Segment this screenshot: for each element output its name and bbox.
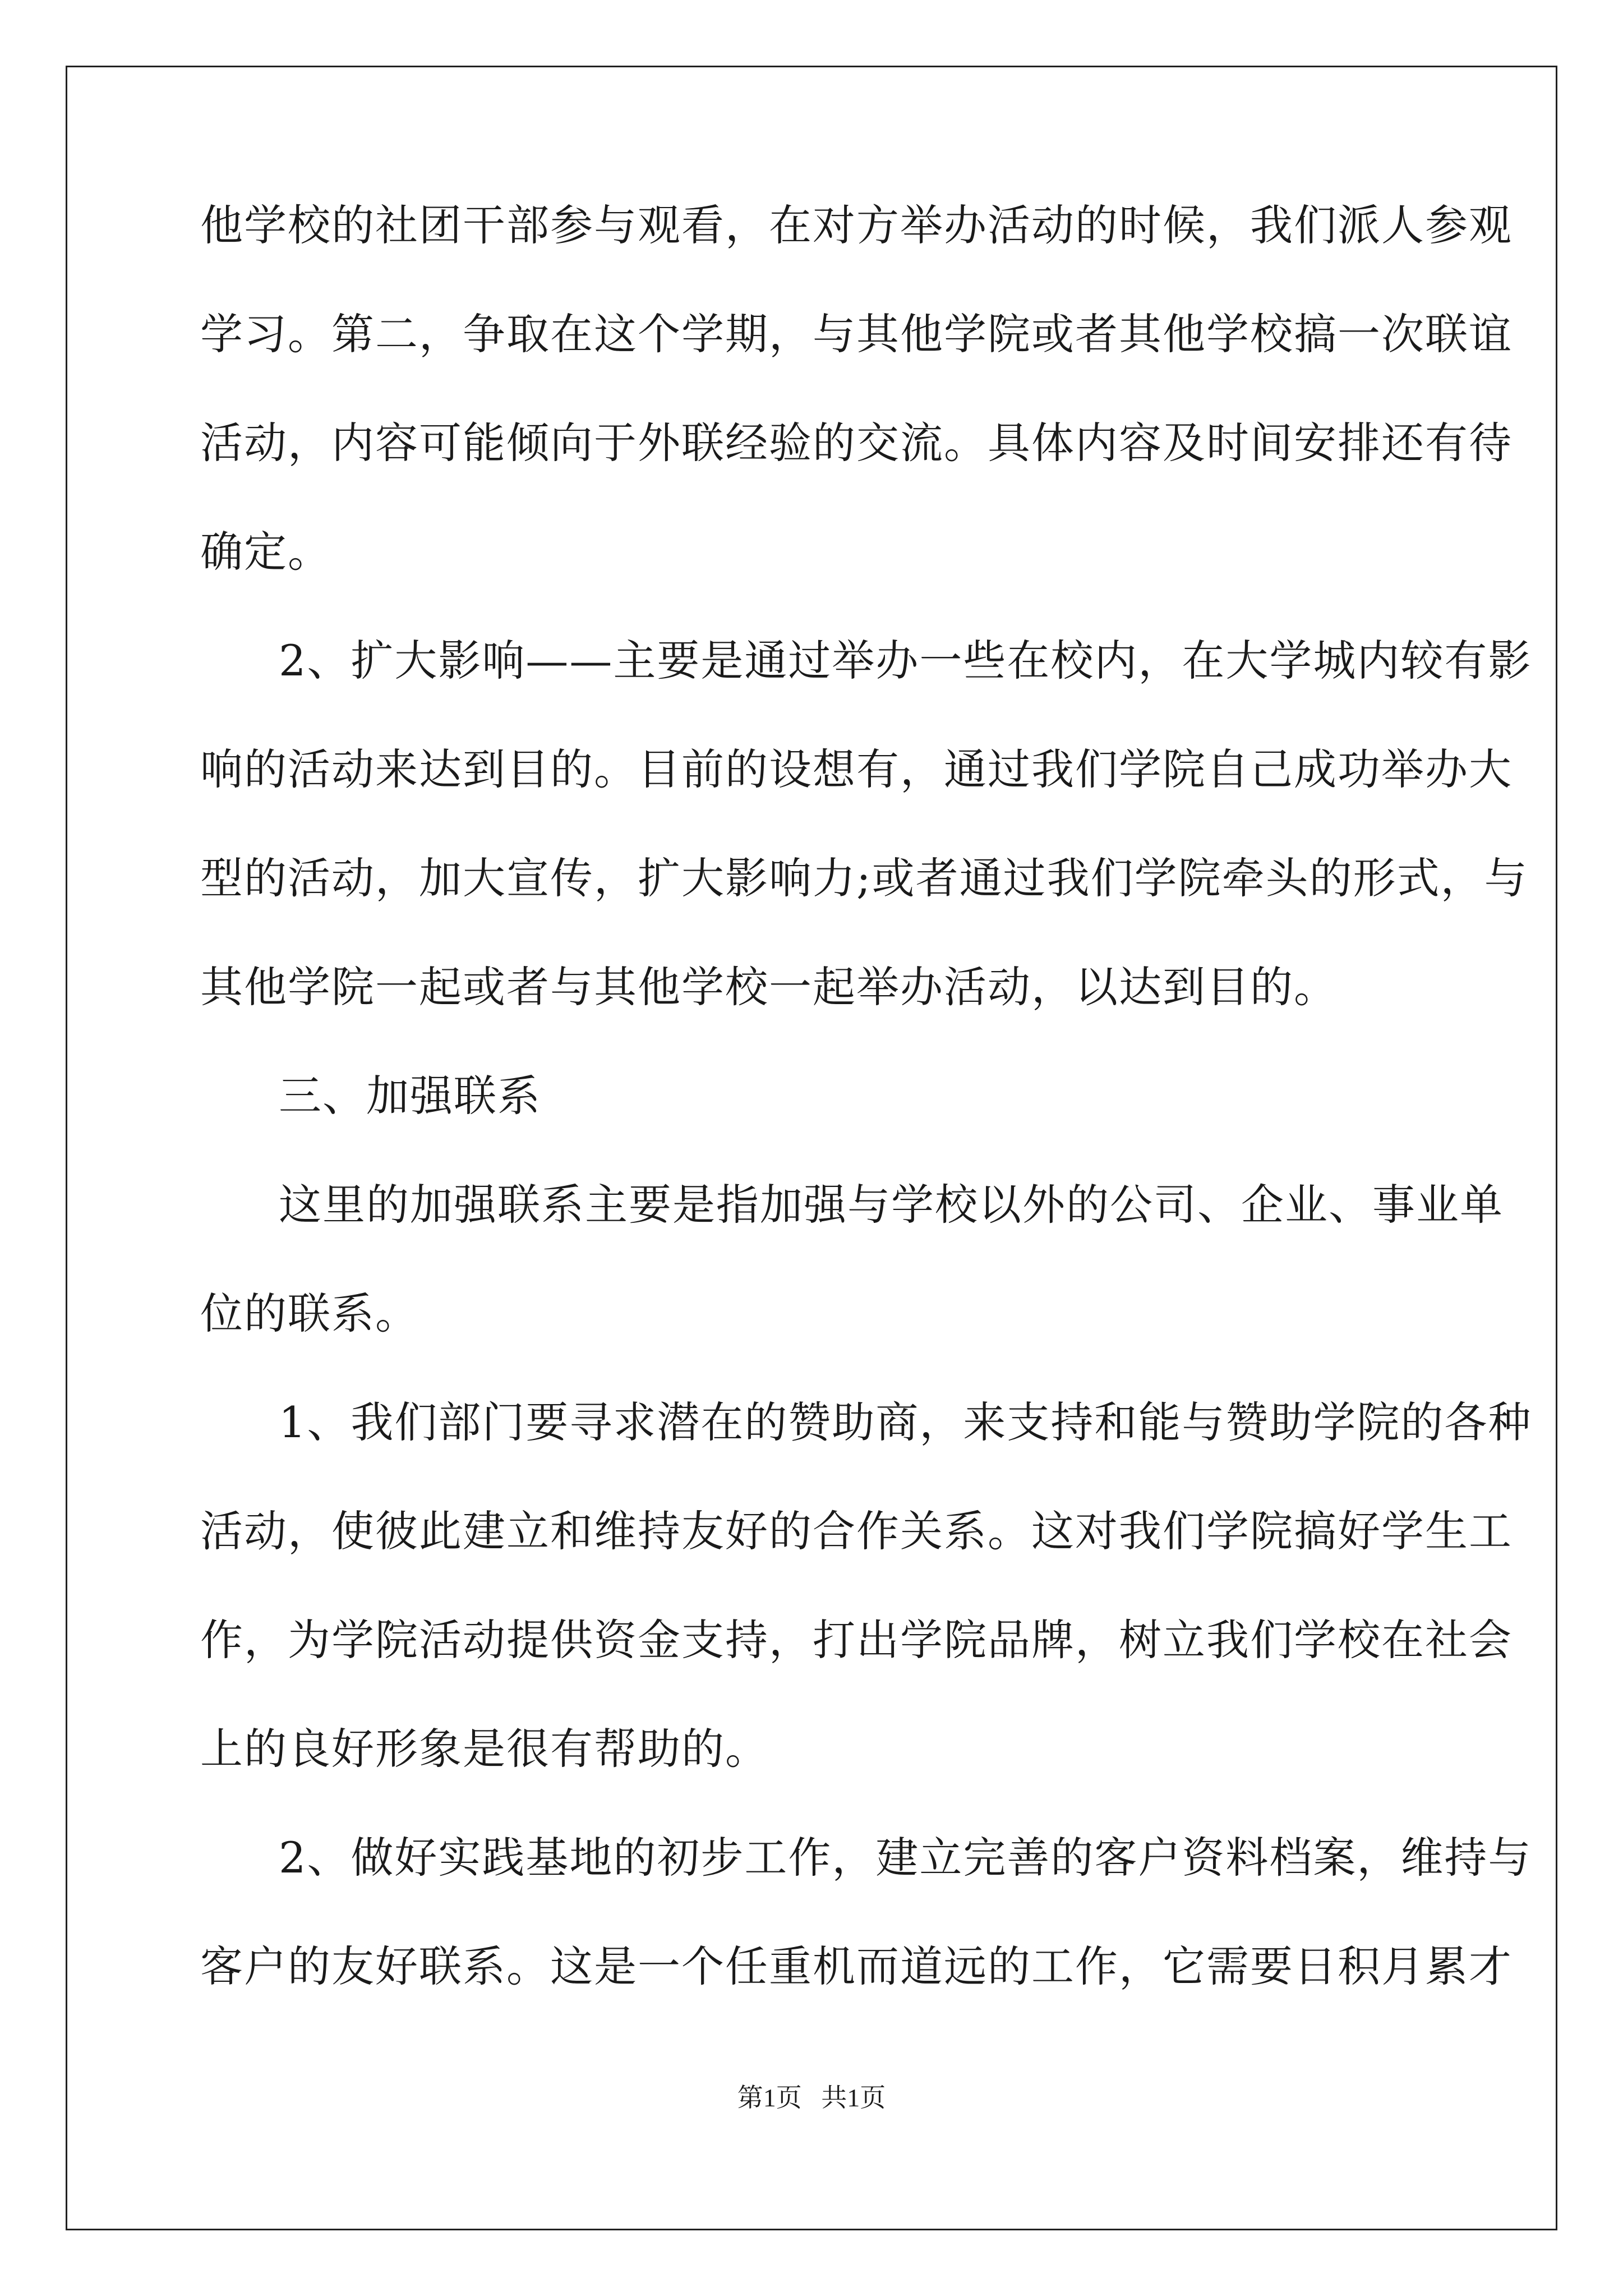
text-line: 2、做好实践基地的初步工作，建立完善的客户资料档案，维持与 bbox=[279, 1833, 1532, 1883]
text-line: 学习。第二，争取在这个学期，与其他学院或者其他学校搞一次联谊 bbox=[200, 309, 1513, 359]
page-border bbox=[66, 66, 1557, 2230]
text-line: 其他学院一起或者与其他学校一起举办活动，以达到目的。 bbox=[200, 962, 1338, 1012]
section-heading: 三、加强联系 bbox=[279, 1071, 541, 1121]
text-line: 他学校的社团干部参与观看，在对方举办活动的时候，我们派人参观 bbox=[200, 200, 1513, 250]
text-line: 活动，内容可能倾向于外联经验的交流。具体内容及时间安排还有待 bbox=[200, 418, 1513, 468]
text-line: 2、扩大影响——主要是通过举办一些在校内，在大学城内较有影 bbox=[279, 636, 1532, 685]
footer-gap bbox=[802, 2083, 822, 2112]
text-line: 客户的友好联系。这是一个任重机而道远的工作，它需要日积月累才 bbox=[200, 1941, 1513, 1991]
text-line: 确定。 bbox=[200, 527, 331, 577]
text-line: 活动，使彼此建立和维持友好的合作关系。这对我们学院搞好学生工 bbox=[200, 1506, 1513, 1556]
text-line: 作，为学院活动提供资金支持，打出学院品牌，树立我们学校在社会 bbox=[200, 1615, 1513, 1665]
page-footer bbox=[0, 2081, 1623, 2115]
text-line: 响的活动来达到目的。目前的设想有，通过我们学院自己成功举办大 bbox=[200, 744, 1513, 794]
text-line: 这里的加强联系主要是指加强与学校以外的公司、企业、事业单 bbox=[279, 1180, 1504, 1230]
text-line: 上的良好形象是很有帮助的。 bbox=[200, 1724, 769, 1774]
page-total: 共1页 bbox=[821, 2083, 886, 2112]
page-number: 第1页 bbox=[737, 2083, 802, 2112]
text-line: 位的联系。 bbox=[200, 1289, 419, 1338]
text-line: 型的活动，加大宣传，扩大影响力;或者通过我们学院牵头的形式，与 bbox=[200, 853, 1528, 903]
text-line: 1、我们部门要寻求潜在的赞助商，来支持和能与赞助学院的各种 bbox=[279, 1397, 1532, 1447]
